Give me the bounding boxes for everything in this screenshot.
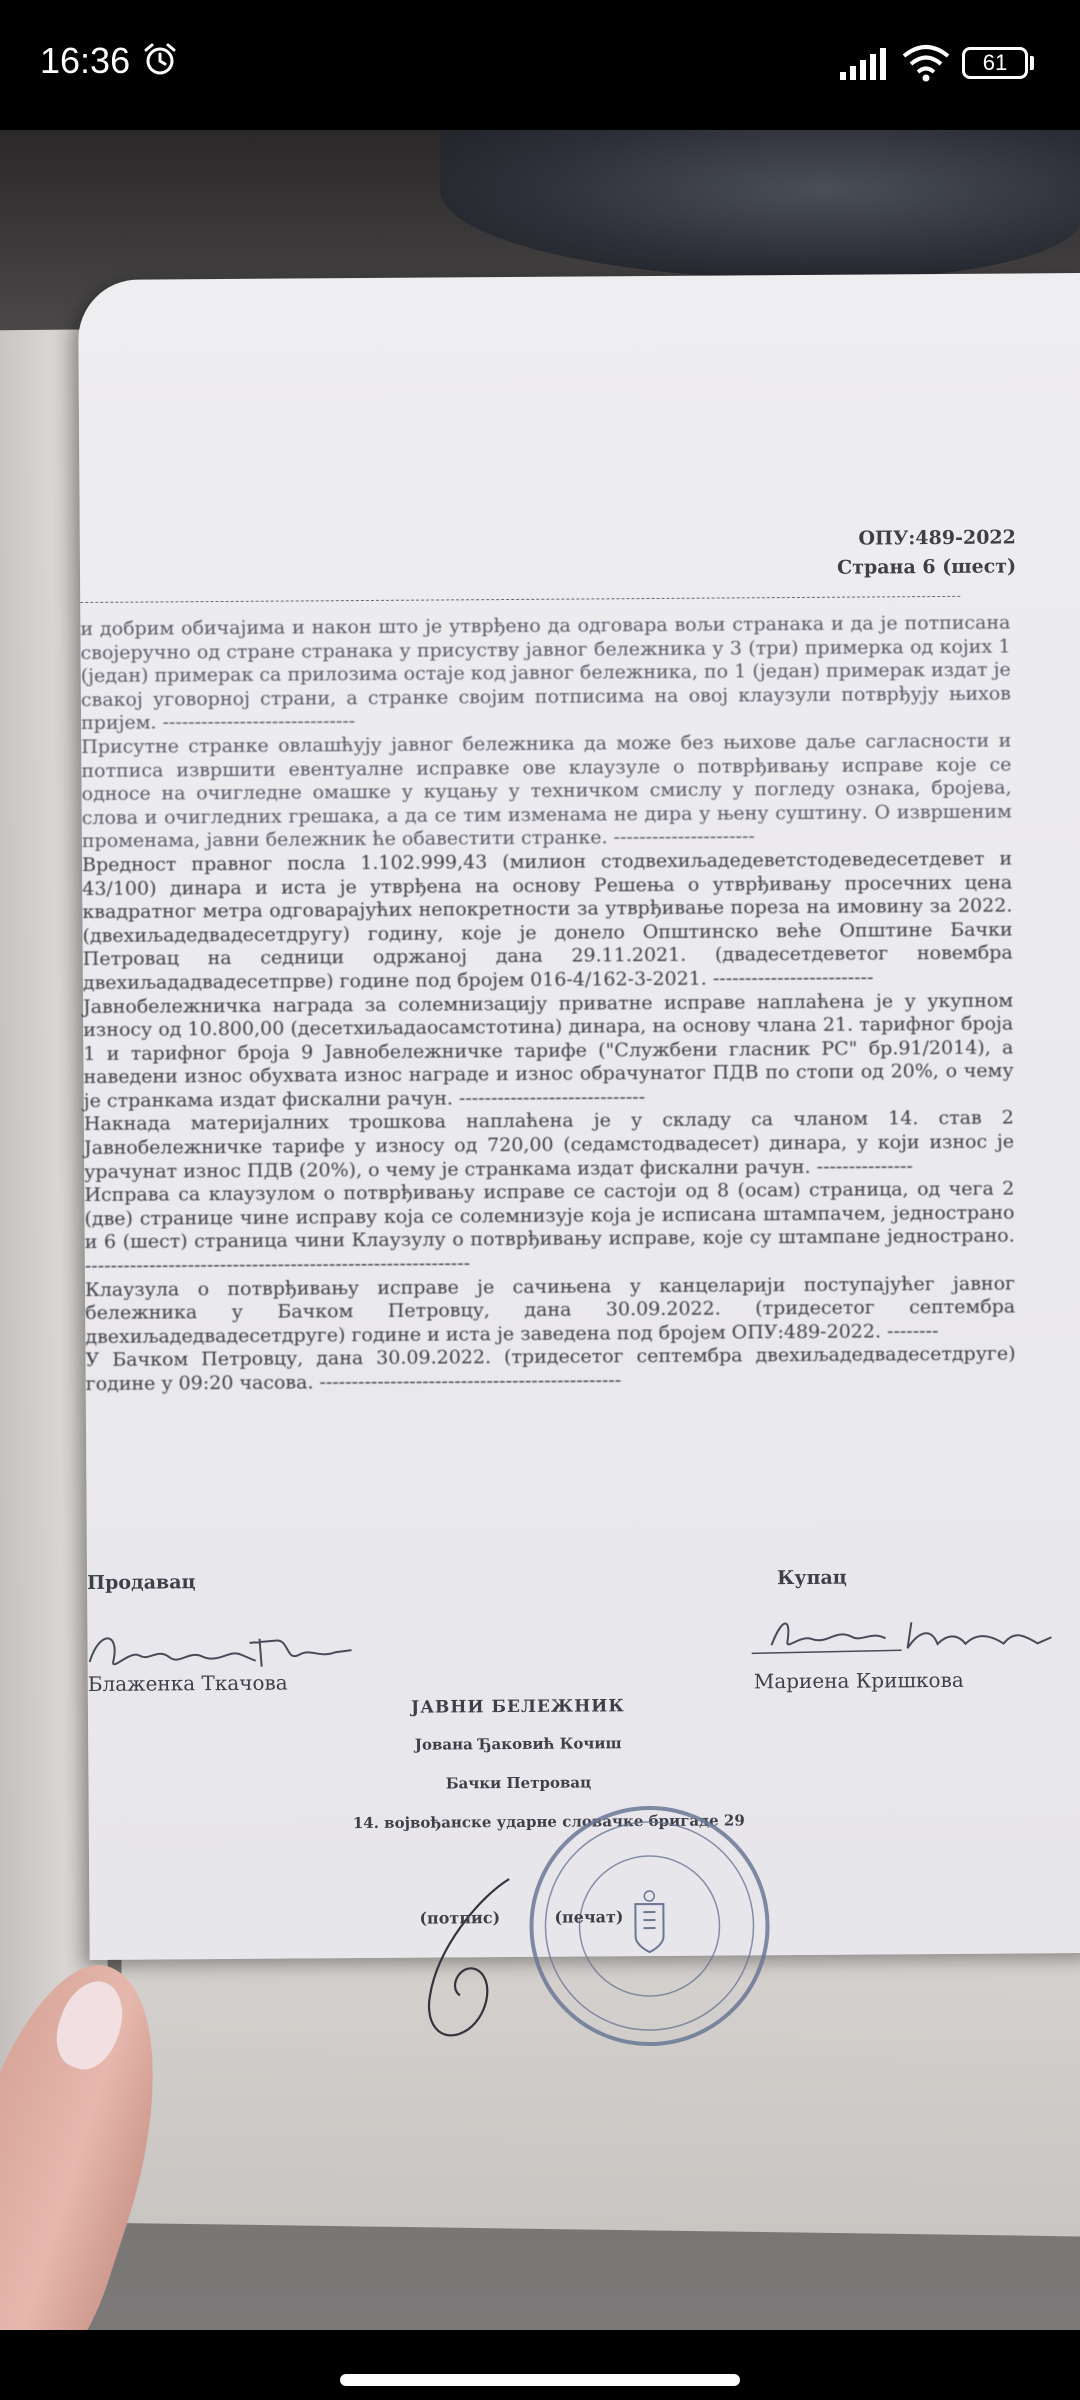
paragraph: и добрим обичајима и након што је утврђено да одговара вољи странака и да је потписана својеручно од стране странака у присуству јавног бележника у 3 (три) примерка од којих 1 (један) примерак са прилозима остаје код јавног бележника, по 1 (један) примерак издат је свакој уговорној страни, а странке својим потписима на овој клаузули потврђују њихов пријем. ------------------------------ bbox=[80, 611, 1011, 735]
notary-address: 14. војвођанске ударне словачке бригаде 29 bbox=[352, 1811, 745, 1833]
notary-name: Јована Ђаковић Кочиш bbox=[414, 1734, 622, 1754]
status-bar bbox=[0, 0, 1080, 130]
paragraph: Накнада материјалних трошкова наплаћена је у складу са чланом 14. став 2 Јавнобележничке тарифе у износу од 720,00 (седамстодвадесет) динара, у који износ је урачунат износ ПДВ (20%), о чему је странкама издат фискални рачун. --------------- bbox=[83, 1106, 1015, 1183]
battery-tip bbox=[1030, 56, 1034, 70]
signal-icon bbox=[840, 48, 886, 80]
paragraph: Јавнобележничка награда за солемнизацију приватне исправе наплаћена је у укупном износу од 10.800,00 (десетхиљадаосамстотина) динара, на основу члана 21. тарифног броја 1 и тарифног броја 9 Јавнобележничке тарифе ("Службени гласник РС" бр.91/2014), а наведени износ обухвата износ награде и износ обрачунатог ПДВ по стопи од 20%, о чему је странкама издат фискални рачун. ----------------------------- bbox=[82, 988, 1014, 1112]
seller-label: Продавац bbox=[87, 1571, 196, 1594]
paragraph: У Бачком Петровцу, дана 30.09.2022. (тридесетог септембра двехиљадедвадесетдруге) године у 09:20 часова. ----------------------------------------------- bbox=[85, 1342, 1016, 1395]
paragraph: Вредност правног посла 1.102.999,43 (милион стодвехиљадедеветстодеведесетдевет и 43/100) динара и иста је утврђена на основу Решења о утврђивању просечних цена квадратног метра одговарајућих непокретности за утврђивање пореза на имовину за 2022. (двехиљадедвадесетдругу) годину, које је донело Општинско веће Општине Бачки Петровац на седници одржаној дана 29.11.2021. (двадесетдеветог новембра двехиљададвадесетпрве) године под бројем 016-4/162-3-2021. ------------------------- bbox=[82, 847, 1013, 994]
seal-label: (печат) bbox=[554, 1907, 624, 1927]
document-body bbox=[80, 611, 1015, 1396]
paragraph: Исправа са клаузулом о потврђивању исправе се састоји од 8 (осам) страница, од чега 2 (две) странице чине исправу која се солемнизује која је исписана штампачем, једнострано и 6 (шест) страница чини Клаузулу о потврђивању исправе, које су штампане једнострано. ------------------------------------------------------------ bbox=[84, 1177, 1015, 1278]
wifi-icon bbox=[902, 44, 950, 82]
document-page bbox=[78, 273, 1080, 1960]
seller-name: Блаженка Ткачова bbox=[87, 1670, 288, 1696]
navigation-bar bbox=[0, 2330, 1080, 2400]
dark-fabric bbox=[440, 130, 1080, 280]
buyer-name: Мариена Кришкова bbox=[753, 1667, 964, 1694]
photo bbox=[0, 130, 1080, 2330]
notary-title: ЈАВНИ БЕЛЕЖНИК bbox=[411, 1696, 625, 1718]
clock: 16:36 bbox=[40, 40, 131, 81]
buyer-signature bbox=[751, 1603, 1071, 1665]
notary-town: Бачки Петровац bbox=[445, 1773, 592, 1793]
doc-number: ОПУ:489-2022 bbox=[858, 526, 1016, 550]
notary-signature bbox=[419, 1877, 530, 2048]
alarm-icon bbox=[142, 42, 178, 78]
battery-icon: 61 bbox=[962, 47, 1028, 79]
doc-page-number: Страна 6 (шест) bbox=[836, 555, 1017, 579]
paragraph: Присутне странке овлашћују јавног бележника да може без њихове даље сагласности и потписа извршити евентуалне исправке ове клаузуле о потврђивању исправе које се односе на очигледне омашке у куцању у техничком смислу у погледу ознака, бројева, слова и очигледних грешака, а да се тим изменама не дира у њену суштину. О извршеним променама, јавни бележник ће обавестити странке. ---------------------- bbox=[81, 729, 1012, 853]
home-gesture-pill[interactable] bbox=[340, 2374, 740, 2386]
signature-label: (потпис) bbox=[419, 1908, 501, 1928]
doc-header bbox=[837, 523, 1016, 582]
buyer-label: Купац bbox=[777, 1566, 847, 1590]
paragraph: Клаузула о потврђивању исправе је сачињена у канцеларији поступајућег јавног бележника у Бачком Петровцу, дана 30.09.2022. (тридесетог септембра двехиљадедвадесетдруге) године и иста је заведена под бројем ОПУ:489-2022. -------- bbox=[84, 1272, 1016, 1348]
header-rule bbox=[80, 596, 960, 603]
